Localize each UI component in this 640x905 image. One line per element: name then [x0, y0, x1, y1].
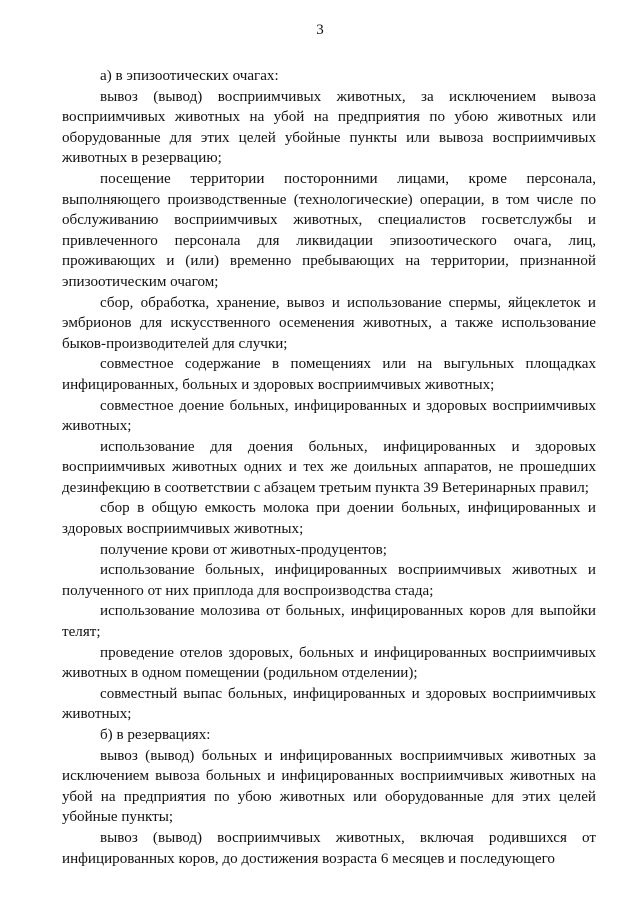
list-item: сбор, обработка, хранение, вывоз и использование спермы, яйцеклеток и эмбрионов для искусственного осеменения животных, а также использование быков-производителей для случки; [62, 294, 596, 352]
page-number: 3 [316, 22, 324, 38]
list-item: совместный выпас больных, инфицированных и здоровых восприимчивых животных; [62, 685, 596, 723]
list-item: вывоз (вывод) больных и инфицированных восприимчивых животных за исключением вывоза больных и инфицированных восприимчивых животных на убой на предприятия по убою животных или оборудованные для этих целей убойные пункты; [62, 747, 596, 826]
list-item: использование молозива от больных, инфицированных коров для выпойки телят; [62, 603, 596, 641]
list-item: получение крови от животных-продуцентов; [100, 541, 387, 558]
list-item: сбор в общую емкость молока при доении больных, инфицированных и здоровых восприимчивых животных; [62, 500, 596, 538]
list-item: использование больных, инфицированных восприимчивых животных и полученного от них приплода для воспроизводства стада; [62, 562, 596, 599]
list-item: вывоз (вывод) восприимчивых животных, включая родившихся от инфицированных коров, до достижения возраста 6 месяцев и последующего [62, 829, 596, 867]
list-item: посещение территории посторонними лицами, кроме персонала, выполняющего производственные (технологические) операции, в том числе по обслуживанию восприимчивых животных, специалистов госветслужбы и привлеченного персонала для ликвидации эпизоотического очага, лиц, проживающих и (или) временно пребывающих на территории, признанной эпизоотическим очагом; [62, 170, 596, 290]
list-item: вывоз (вывод) восприимчивых животных, за исключением вывоза восприимчивых животных на убой на предприятия по убою животных или оборудованные для этих целей убойные пункты или вывоза восприимчивых животных в резервацию; [62, 88, 596, 167]
document-body [62, 66, 596, 869]
heading-b: б) в резервациях: [100, 727, 211, 743]
heading-a: а) в эпизоотических очагах: [100, 68, 279, 84]
list-item: проведение отелов здоровых, больных и инфицированных восприимчивых животных в одном помещении (родильном отделении); [62, 644, 596, 682]
list-item: совместное доение больных, инфицированных и здоровых восприимчивых животных; [62, 397, 596, 435]
list-item: использование для доения больных, инфицированных и здоровых восприимчивых животных одних и тех же доильных аппаратов, не прошедших дезинфекцию в соответствии с абзацем третьим пункта 39 Ветеринарных правил; [62, 438, 596, 496]
list-item: совместное содержание в помещениях или на выгульных площадках инфицированных, больных и здоровых восприимчивых животных; [62, 356, 596, 393]
